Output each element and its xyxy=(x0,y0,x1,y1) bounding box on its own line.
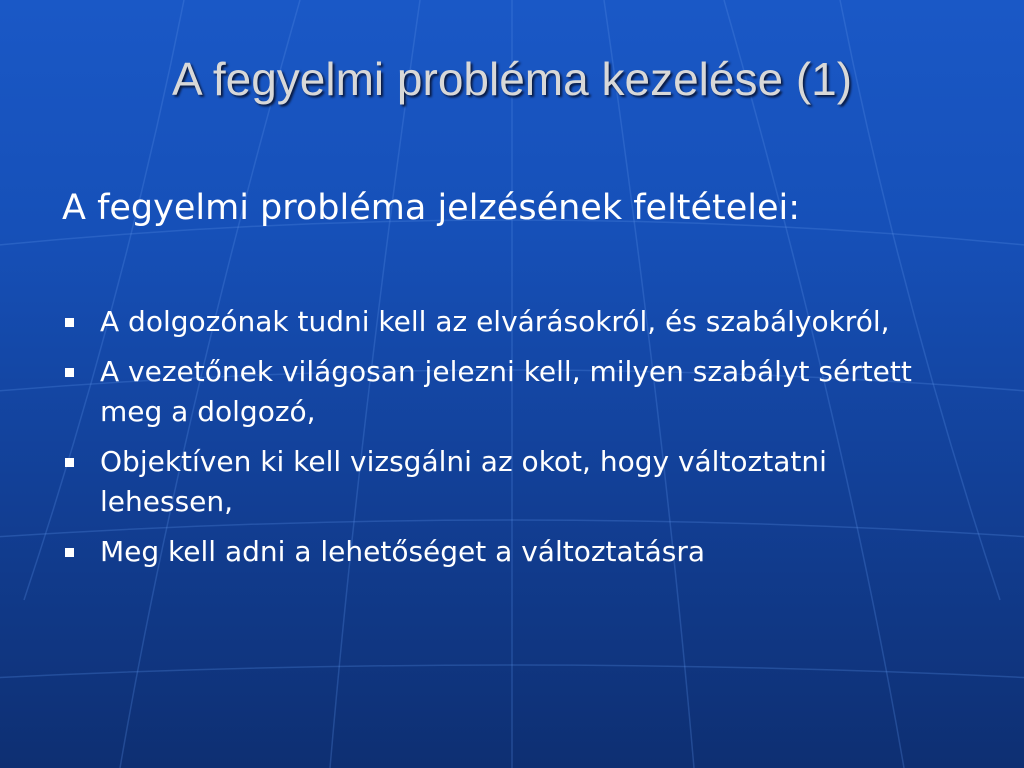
bullet-text: Meg kell adni a lehetőséget a változtatásra xyxy=(100,535,706,568)
slide-subtitle: A fegyelmi probléma jelzésének feltételei: xyxy=(62,188,801,228)
bullet-text: Objektíven ki kell vizsgálni az okot, hogy változtatni lehessen, xyxy=(100,445,827,518)
bullet-item xyxy=(62,442,962,522)
slide-title: A fegyelmi probléma kezelése (1) xyxy=(171,53,853,105)
bullet-item xyxy=(62,302,962,342)
square-bullet-icon xyxy=(65,318,74,327)
bullet-item xyxy=(62,352,962,432)
square-bullet-icon xyxy=(65,458,74,467)
bullet-text: A dolgozónak tudni kell az elvárásokról, és szabályokról, xyxy=(100,305,890,338)
square-bullet-icon xyxy=(65,548,74,557)
square-bullet-icon xyxy=(65,368,74,377)
bullet-text: A vezetőnek világosan jelezni kell, milyen szabályt sértett meg a dolgozó, xyxy=(100,355,912,428)
bullet-item xyxy=(62,532,962,572)
bullet-list xyxy=(62,302,962,582)
